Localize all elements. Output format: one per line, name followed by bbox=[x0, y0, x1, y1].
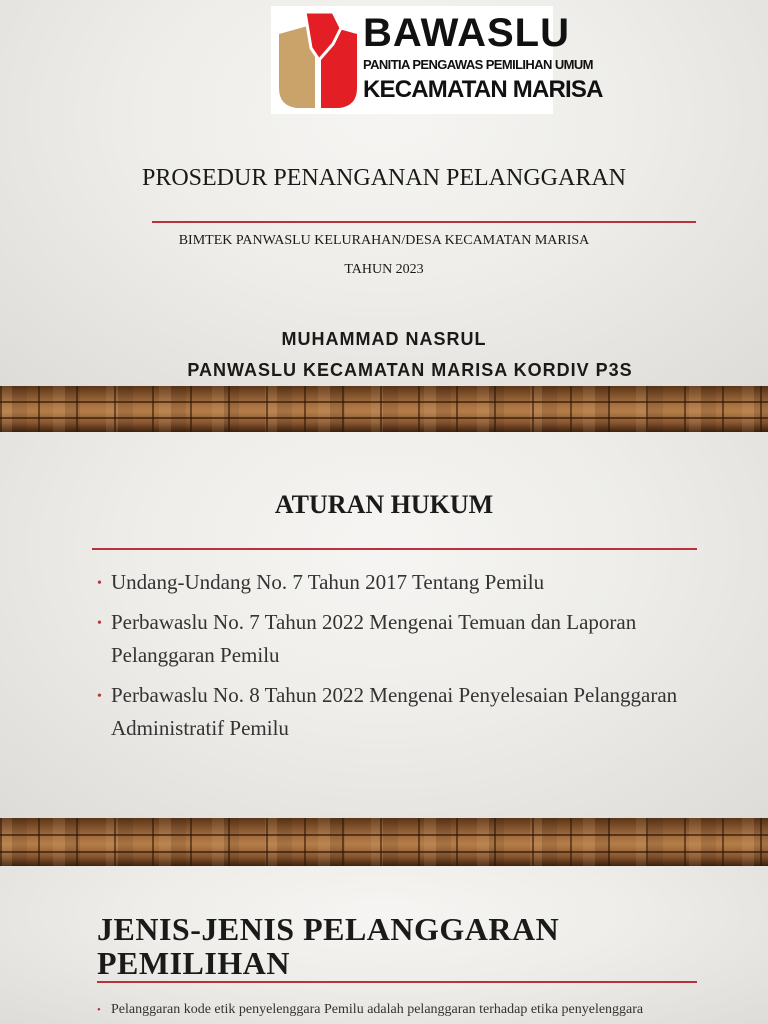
bullet-icon: • bbox=[97, 576, 102, 591]
bullet-icon: • bbox=[97, 1004, 101, 1016]
logo-district: KECAMATAN MARISA bbox=[363, 76, 603, 103]
slide-violation-types bbox=[0, 866, 768, 1024]
bullet-icon: • bbox=[97, 689, 102, 704]
legal-basis-list bbox=[97, 566, 687, 752]
list-item: • Pelanggaran kode etik penyelenggara Pemilu adalah pelanggaran terhadap etika penyelenggara bbox=[97, 1000, 697, 1020]
slide-title-text: JENIS-JENIS PELANGGARAN PEMILIHAN bbox=[97, 911, 560, 981]
subtitle-year: TAHUN 2023 bbox=[344, 262, 424, 277]
slide-title bbox=[0, 0, 768, 386]
wood-floor-divider bbox=[0, 386, 768, 432]
list-item: • Perbawaslu No. 7 Tahun 2022 Mengenai Temuan dan Laporan Pelanggaran Pemilu bbox=[97, 606, 687, 672]
list-item: • Undang-Undang No. 7 Tahun 2017 Tentang Pemilu bbox=[97, 566, 687, 599]
presenter-role: PANWASLU KECAMATAN MARISA KORDIV P3S bbox=[187, 360, 633, 380]
slide-title-text: PROSEDUR PENANGANAN PELANGGARAN bbox=[141, 165, 627, 191]
slide-title-text: ATURAN HUKUM bbox=[274, 490, 494, 519]
list-item: • Perbawaslu No. 8 Tahun 2022 Mengenai Penyelesaian Pelanggaran Administratif Pemilu bbox=[97, 679, 687, 745]
violation-list bbox=[97, 1000, 697, 1020]
presenter-name: MUHAMMAD NASRUL bbox=[281, 329, 487, 349]
subtitle-event: BIMTEK PANWASLU KELURAHAN/DESA KECAMATAN MARISA bbox=[178, 233, 590, 248]
logo-subtitle: PANITIA PENGAWAS PEMILIHAN UMUM bbox=[363, 57, 593, 72]
bullet-icon: • bbox=[97, 616, 102, 631]
title-divider bbox=[92, 548, 697, 550]
title-divider bbox=[97, 981, 697, 983]
title-divider bbox=[152, 221, 696, 223]
bawaslu-logo bbox=[271, 6, 603, 114]
logo-title: BAWASLU bbox=[363, 11, 570, 55]
ballot-emblem-icon bbox=[275, 10, 361, 110]
wood-floor-divider bbox=[0, 818, 768, 866]
slide-legal-basis bbox=[0, 432, 768, 818]
